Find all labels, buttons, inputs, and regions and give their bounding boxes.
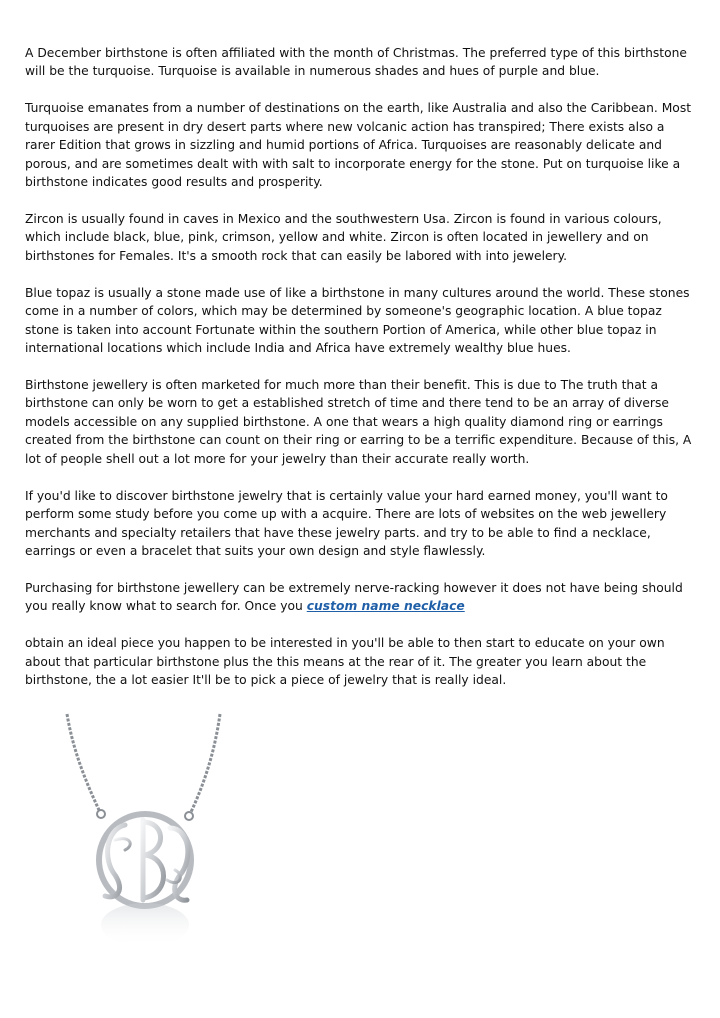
article-body (25, 44, 697, 708)
paragraph-turquoise: Turquoise emanates from a number of destinations on the earth, like Australia and also the Caribbean. Most turquoises are present in dry desert parts where new volcanic action has transpired; There exists also a rarer Edition that grows in sizzling and humid portions of Africa. Turquoises are reasonably delicate and porous, and are sometimes dealt with with salt to incorporate energy for the stone. Put on turquoise like a birthstone indicates good results and prosperity. (25, 101, 692, 190)
paragraph-blue-topaz: Blue topaz is usually a stone made use of like a birthstone in many cultures around the world. These stones come in a number of colors, which may be determined by someone's geographic location. A blue topaz stone is taken into account Fortunate within the southern Portion of America, while other blue topaz in international locations which include India and Africa have extremely wealthy blue hues. (25, 285, 690, 356)
paragraph-research: If you'd like to discover birthstone jewelry that is certainly value your hard earned money, you'll want to perform some study before you come up with a acquire. There are lots of websites on the web jewellery merchants and specialty retailers that have these jewelry parts. and try to be able to find a necklace, earrings or even a bracelet that suits your own design and style flawlessly. (25, 488, 668, 558)
monogram-necklace-image (55, 710, 235, 960)
left-chain (67, 714, 99, 810)
monogram-pendant (99, 814, 191, 906)
paragraph-marketing: Birthstone jewellery is often marketed for much more than their benefit. This is due to The truth that a birthstone can only be worn to get a established stretch of time and there tend to be an array of diverse models accessible on any supplied birthstone. A one that wears a high quality diamond ring or earrings created from the birthstone can count on their ring or earring to be a terrific expenditure. Because of this, A lot of people shell out a lot more for your jewelry than their accurate really worth. (25, 378, 692, 466)
right-chain (191, 714, 220, 812)
paragraph-december: A December birthstone is often affiliated with the month of Christmas. The preferred type of this birthstone will be the turquoise. Turquoise is available in numerous shades and hues of purple and blue. (25, 46, 687, 79)
purchasing-text: Purchasing for birthstone jewellery can be extremely nerve-racking however it does not have being should you really know what to search for. Once you (25, 580, 683, 614)
custom-name-necklace-link[interactable]: custom name necklace (306, 599, 465, 614)
paragraph-final: obtain an ideal piece you happen to be interested in you'll be able to then start to educate on your own about that particular birthstone plus the this means at the rear of it. The greater you learn about the birthstone, the a lot easier It'll be to pick a piece of jewelry that is really ideal. (25, 636, 665, 688)
paragraph-zircon: Zircon is usually found in caves in Mexico and the southwestern Usa. Zircon is found in various colours, which include black, blue, pink, crimson, yellow and white. Zircon is often located in jewellery and on birthstones for Females. It's a smooth rock that can easily be labored with into jewelery. (25, 212, 662, 263)
paragraph-purchasing (25, 579, 697, 616)
